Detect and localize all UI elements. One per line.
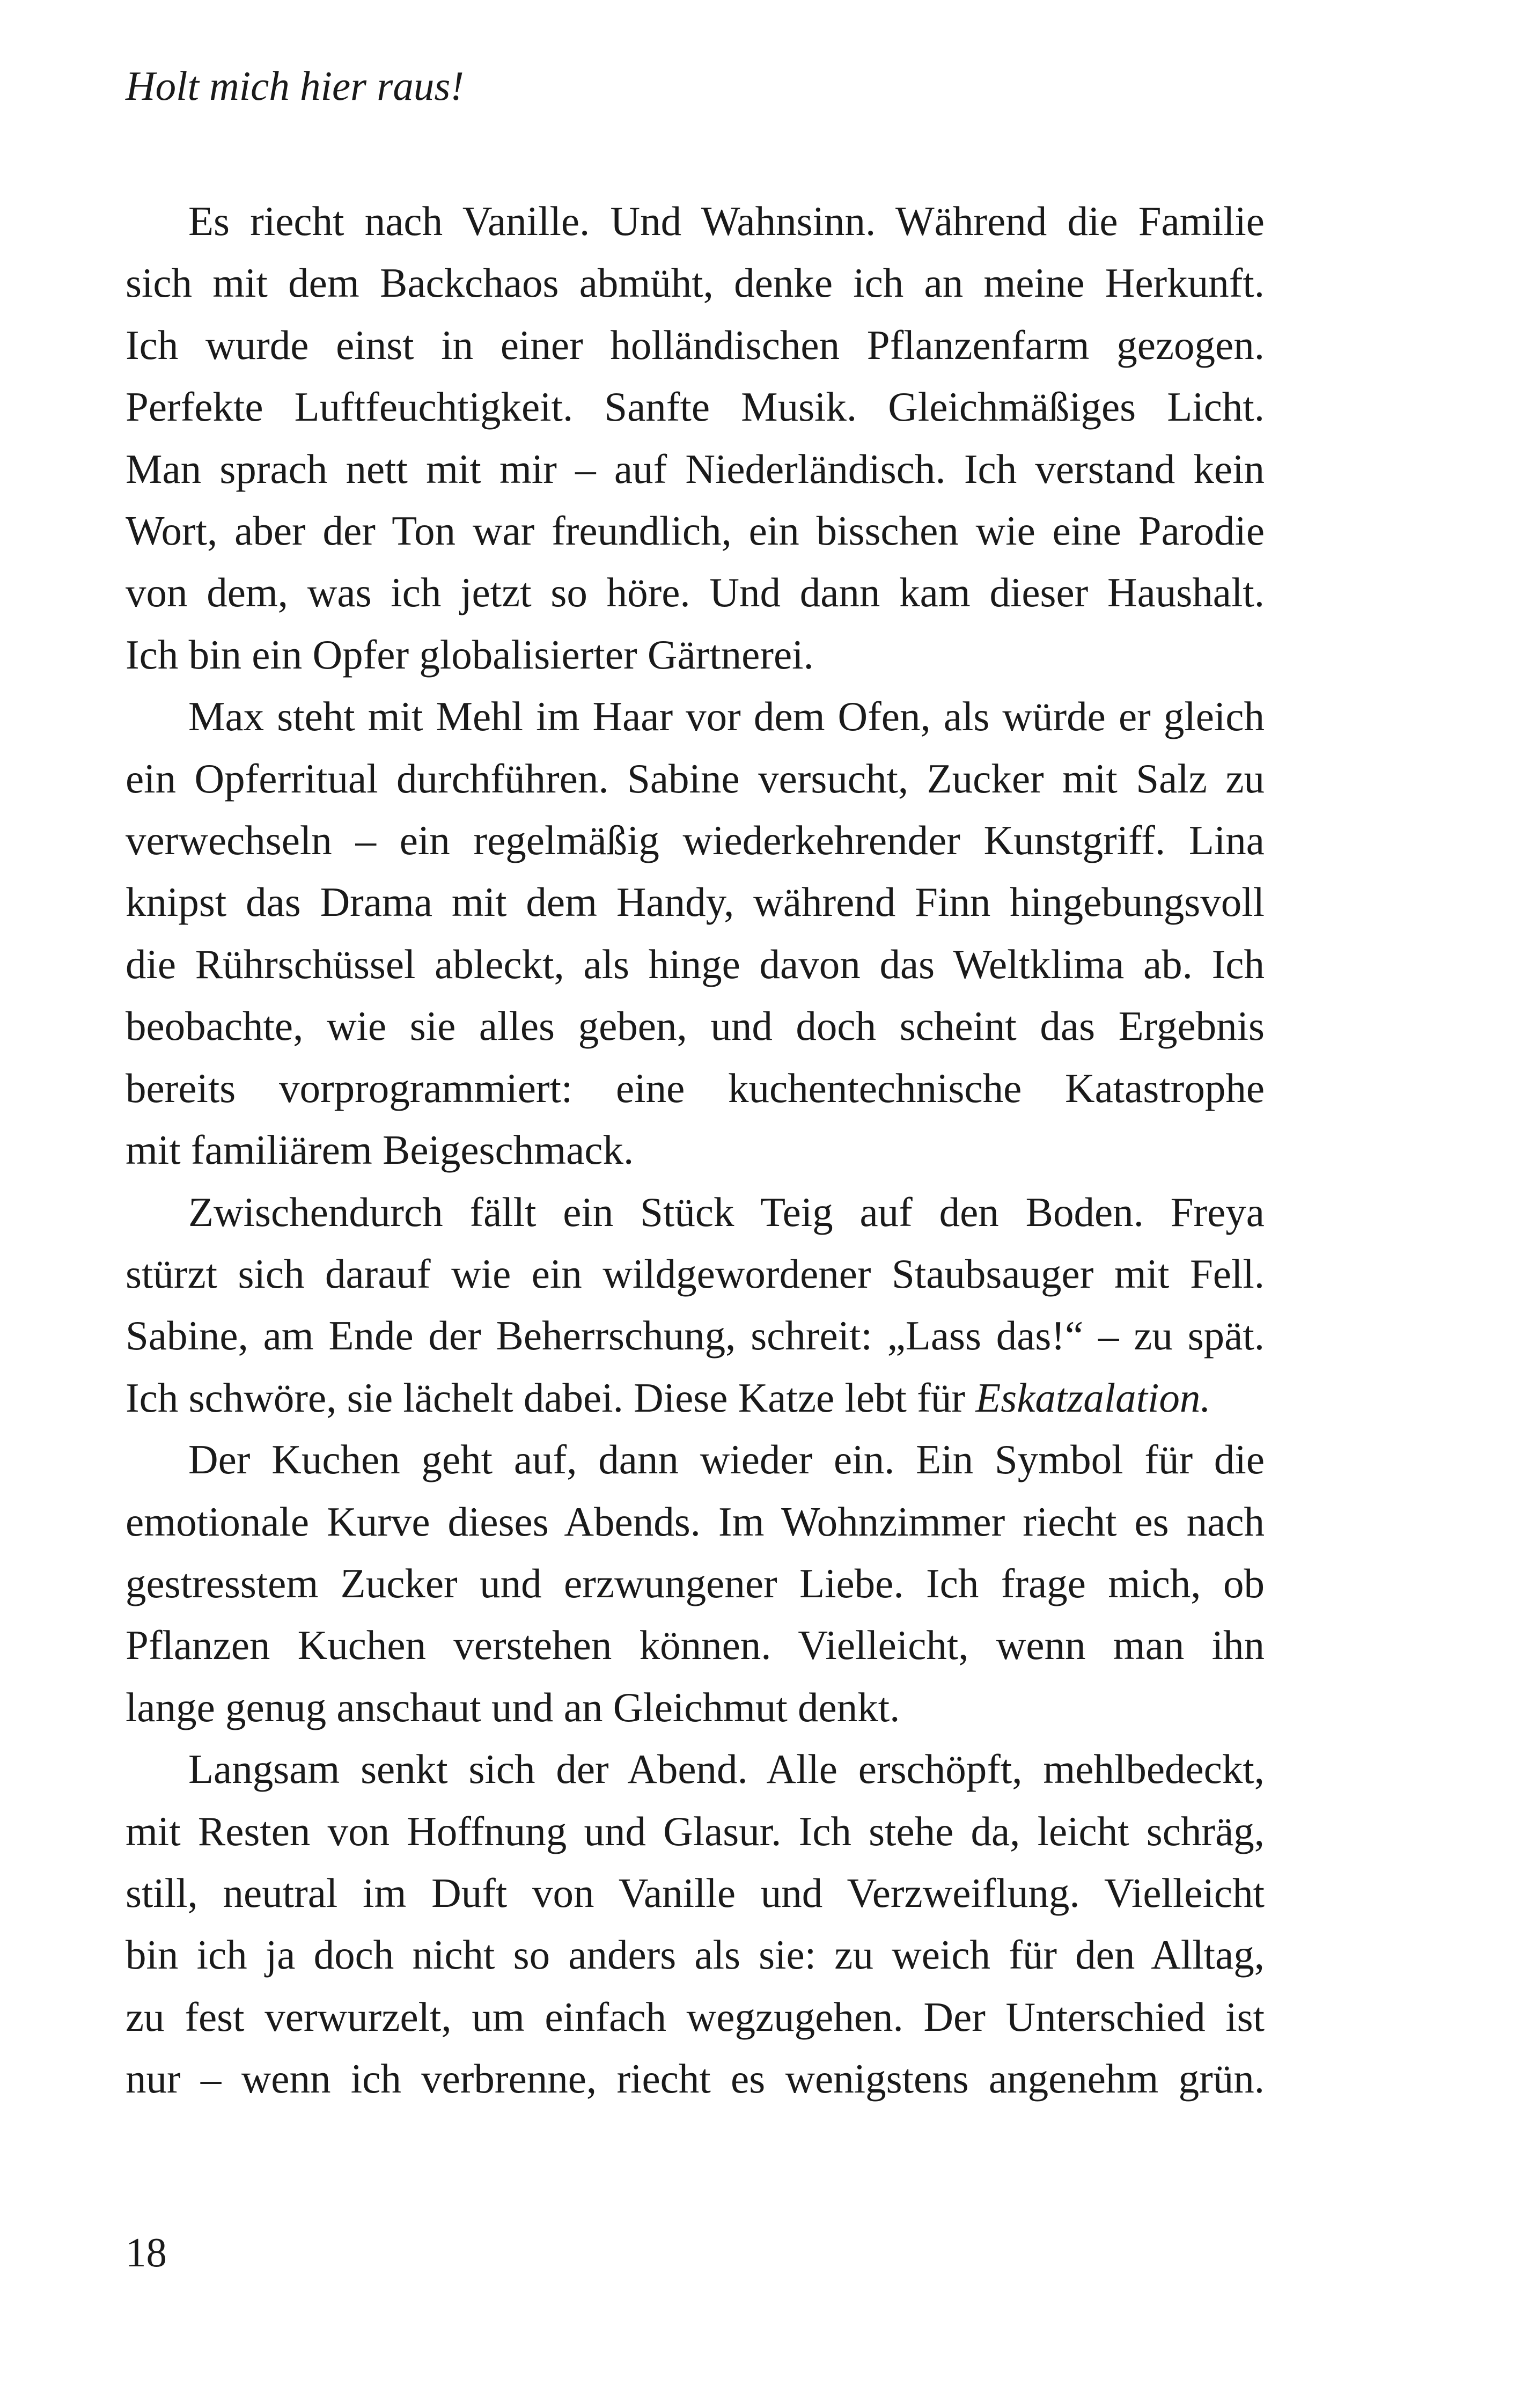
text-line: Ich wurde einst in einer holländischen Pflanzenfarm gezogen.	[126, 321, 1265, 368]
text-line-segment: Ich schwöre, sie lächelt dabei. Diese Katze lebt für	[126, 1374, 976, 1421]
page-number: 18	[126, 2229, 167, 2275]
paragraph-5	[126, 1738, 1265, 2110]
paragraph-1	[126, 190, 1265, 686]
text-line: gestresstem Zucker und erzwungener Liebe. Ich frage mich, ob	[126, 1560, 1265, 1606]
paragraph-2	[126, 686, 1265, 1181]
text-line: Langsam senkt sich der Abend. Alle erschöpft, mehlbedeckt,	[188, 1746, 1265, 1793]
text-line: die Rührschüssel ableckt, als hinge davon das Weltklima ab. Ich	[126, 941, 1265, 987]
text-line: emotionale Kurve dieses Abends. Im Wohnzimmer riecht es nach	[126, 1498, 1265, 1545]
text-line: verwechseln – ein regelmäßig wiederkehrender Kunstgriff. Lina	[126, 817, 1265, 864]
text-line: mit familiärem Beigeschmack.	[126, 1127, 634, 1173]
text-line: Max steht mit Mehl im Haar vor dem Ofen, als würde er gleich	[188, 693, 1265, 740]
text-line	[126, 1367, 1265, 1429]
text-line: Der Kuchen geht auf, dann wieder ein. Ein Symbol für die	[188, 1436, 1265, 1483]
text-line: Es riecht nach Vanille. Und Wahnsinn. Während die Familie	[188, 198, 1265, 244]
text-line: bereits vorprogrammiert: eine kuchentechnische Katastrophe	[126, 1064, 1265, 1111]
text-line: Ich bin ein Opfer globalisierter Gärtnerei.	[126, 631, 814, 678]
text-line: Zwischendurch fällt ein Stück Teig auf den Boden. Freya	[188, 1188, 1265, 1235]
text-line: Wort, aber der Ton war freundlich, ein bisschen wie eine Parodie	[126, 508, 1265, 554]
text-line: nur – wenn ich verbrenne, riecht es wenigstens angenehm grün.	[126, 2055, 1265, 2102]
text-line: knipst das Drama mit dem Handy, während Finn hingebungsvoll	[126, 879, 1265, 926]
text-line: mit Resten von Hoffnung und Glasur. Ich stehe da, leicht schräg,	[126, 1808, 1265, 1854]
text-line: ein Opferritual durchführen. Sabine versucht, Zucker mit Salz zu	[126, 755, 1265, 802]
text-line: Pflanzen Kuchen verstehen können. Vielleicht, wenn man ihn	[126, 1622, 1265, 1669]
text-line: stürzt sich darauf wie ein wildgewordener Staubsauger mit Fell.	[126, 1250, 1265, 1297]
text-line: Perfekte Luftfeuchtigkeit. Sanfte Musik. Gleichmäßiges Licht.	[126, 384, 1265, 430]
paragraph-4	[126, 1429, 1265, 1738]
text-line: von dem, was ich jetzt so höre. Und dann kam dieser Haushalt.	[126, 569, 1265, 616]
text-line: Man sprach nett mit mir – auf Niederländisch. Ich verstand kein	[126, 445, 1265, 492]
text-line: sich mit dem Backchaos abmüht, denke ich an meine Herkunft.	[126, 260, 1265, 306]
running-header: Holt mich hier raus!	[126, 63, 464, 109]
text-line: beobachte, wie sie alles geben, und doch scheint das Ergebnis	[126, 1003, 1265, 1049]
text-line: still, neutral im Duft von Vanille und Verzweiflung. Vielleicht	[126, 1869, 1265, 1916]
text-line: lange genug anschaut und an Gleichmut denkt.	[126, 1684, 900, 1730]
text-line: zu fest verwurzelt, um einfach wegzugehen. Der Unterschied ist	[126, 1993, 1265, 2040]
body-text	[126, 190, 1265, 2110]
text-line: bin ich ja doch nicht so anders als sie: zu weich für den Alltag,	[126, 1932, 1265, 1978]
italic-emphasis: Eskatzalation.	[975, 1374, 1211, 1421]
text-line: Sabine, am Ende der Beherrschung, schreit: „Lass das!“ – zu spät.	[126, 1312, 1265, 1359]
paragraph-3	[126, 1181, 1265, 1429]
